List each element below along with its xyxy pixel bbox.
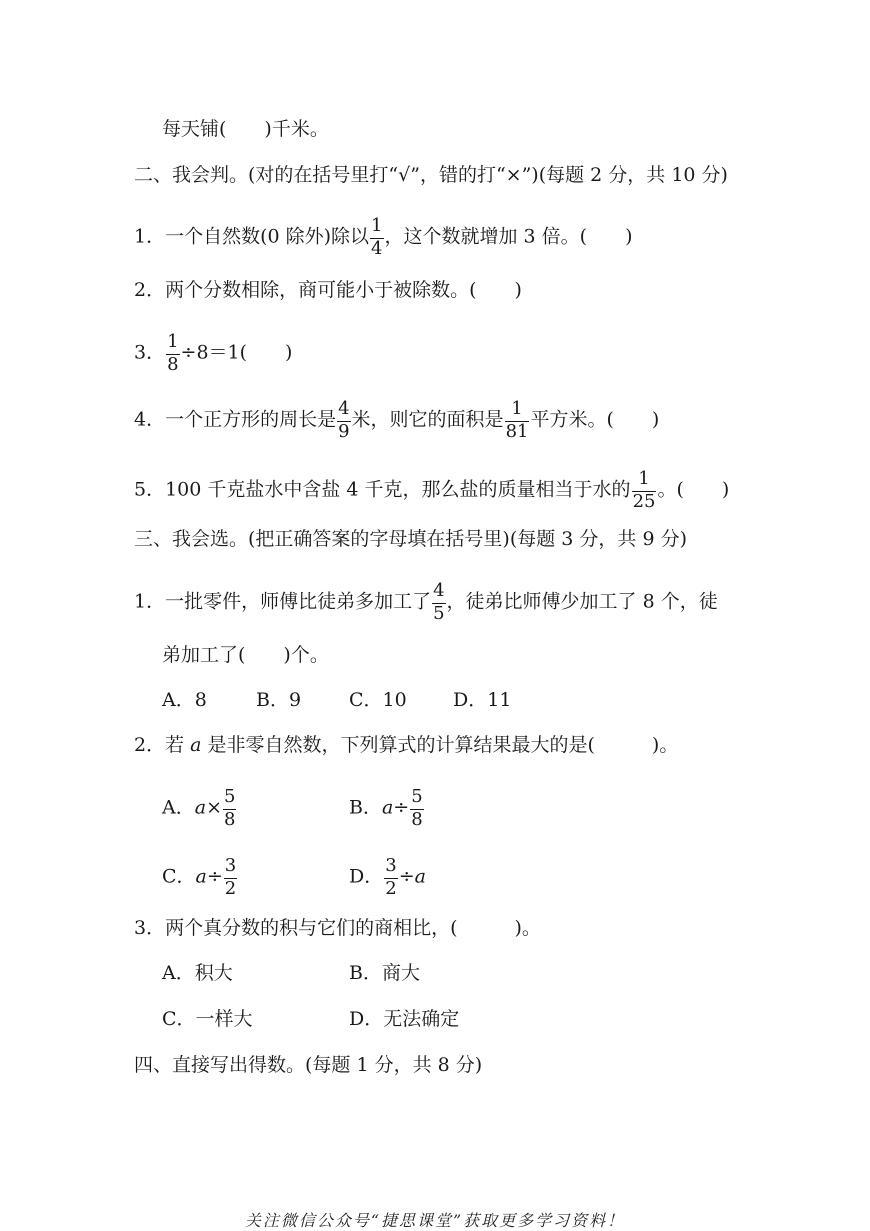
q-text: 平方米。( ) (530, 408, 660, 431)
option-letter: B． (349, 796, 382, 819)
numerator: 1 (371, 215, 383, 236)
variable-a: a (414, 865, 426, 888)
option-c: C．一样大 (162, 1008, 253, 1030)
denominator: 2 (385, 878, 397, 899)
option-c (162, 857, 238, 898)
variable-a: a (190, 734, 202, 756)
q-text: 是非零自然数，下列算式的计算结果最大的是( )。 (201, 734, 679, 756)
footer-note: 关注微信公众号“捷思课堂”获取更多学习资料！ (244, 1211, 626, 1230)
q-text: 1．一批零件，师傅比徒弟多加工了 (134, 590, 432, 613)
denominator: 5 (433, 603, 445, 624)
q-text: 5．100 千克盐水中含盐 4 千克，那么盐的质量相当于水的 (134, 478, 631, 501)
option-d: D．无法确定 (349, 1008, 460, 1030)
q-text: 米，则它的面积是 (351, 408, 504, 431)
fraction (410, 788, 423, 829)
denominator: 8 (167, 354, 179, 375)
option-d: D．11 (453, 689, 512, 711)
numerator: 4 (433, 580, 445, 601)
numerator: 3 (224, 855, 237, 876)
numerator: 1 (167, 331, 179, 352)
fraction (223, 788, 236, 829)
numerator: 5 (223, 786, 236, 807)
option-a: A．8 (162, 689, 207, 711)
denominator: 8 (223, 809, 236, 830)
fraction (632, 470, 657, 511)
denominator: 8 (411, 809, 423, 830)
q-text: 2．若 (134, 734, 191, 756)
option-b: B．商大 (349, 962, 420, 984)
option-letter: C． (162, 865, 196, 888)
q-text: 。( ) (657, 478, 730, 501)
operator: ÷ (206, 865, 223, 888)
question-3-2 (134, 733, 678, 757)
question-2-3 (134, 333, 292, 374)
option-b: B．9 (256, 689, 302, 711)
q-text: 3． (134, 341, 166, 364)
denominator: 9 (338, 421, 350, 442)
option-d (349, 857, 426, 898)
denominator: 81 (505, 421, 529, 442)
q-text: 4．一个正方形的周长是 (134, 408, 337, 431)
numerator: 5 (411, 786, 423, 807)
numerator: 4 (338, 398, 350, 419)
question-3-1-cont: 弟加工了( )个。 (162, 644, 329, 666)
denominator: 2 (224, 878, 237, 899)
numerator: 3 (385, 855, 397, 876)
numerator: 1 (511, 398, 523, 419)
option-letter: A． (162, 796, 195, 819)
fraction (337, 400, 350, 441)
question-2-5 (134, 470, 729, 511)
operator: × (206, 796, 222, 819)
q-text: ÷8＝1( ) (180, 341, 293, 364)
variable-a: a (194, 796, 207, 819)
fraction (166, 333, 179, 374)
question-3-3: 3．两个真分数的积与它们的商相比，( )。 (134, 917, 541, 939)
denominator: 4 (371, 238, 383, 259)
question-2-2: 2．两个分数相除，商可能小于被除数。( ) (134, 279, 522, 301)
option-a: A．积大 (162, 962, 233, 984)
fraction (505, 400, 530, 441)
q-text: 1．一个自然数(0 除外)除以 (134, 225, 370, 248)
variable-a: a (195, 865, 207, 888)
section-4-heading: 四、直接写出得数。(每题 1 分，共 8 分) (134, 1054, 483, 1076)
fraction (224, 857, 237, 898)
variable-a: a (381, 796, 394, 819)
q-text: ，这个数就增加 3 倍。( ) (384, 225, 633, 248)
question-2-4 (134, 400, 659, 441)
option-letter: D． (349, 865, 384, 888)
continuation-line: 每天铺( )千米。 (162, 118, 329, 140)
operator: ÷ (398, 865, 415, 888)
section-2-heading: 二、我会判。(对的在括号里打“√”，错的打“×”)(每题 2 分，共 10 分) (134, 164, 728, 186)
section-3-heading: 三、我会选。(把正确答案的字母填在括号里)(每题 3 分，共 9 分) (134, 528, 687, 550)
fraction (370, 217, 383, 258)
question-3-1 (134, 582, 718, 623)
question-2-1 (134, 217, 633, 258)
fraction (432, 582, 445, 623)
option-b (349, 788, 425, 829)
option-c: C．10 (349, 689, 407, 711)
fraction (384, 857, 397, 898)
operator: ÷ (393, 796, 410, 819)
q-text: ，徒弟比师傅少加工了 8 个，徒 (446, 590, 718, 613)
denominator: 25 (632, 491, 656, 512)
numerator: 1 (638, 468, 650, 489)
option-a (162, 788, 237, 829)
